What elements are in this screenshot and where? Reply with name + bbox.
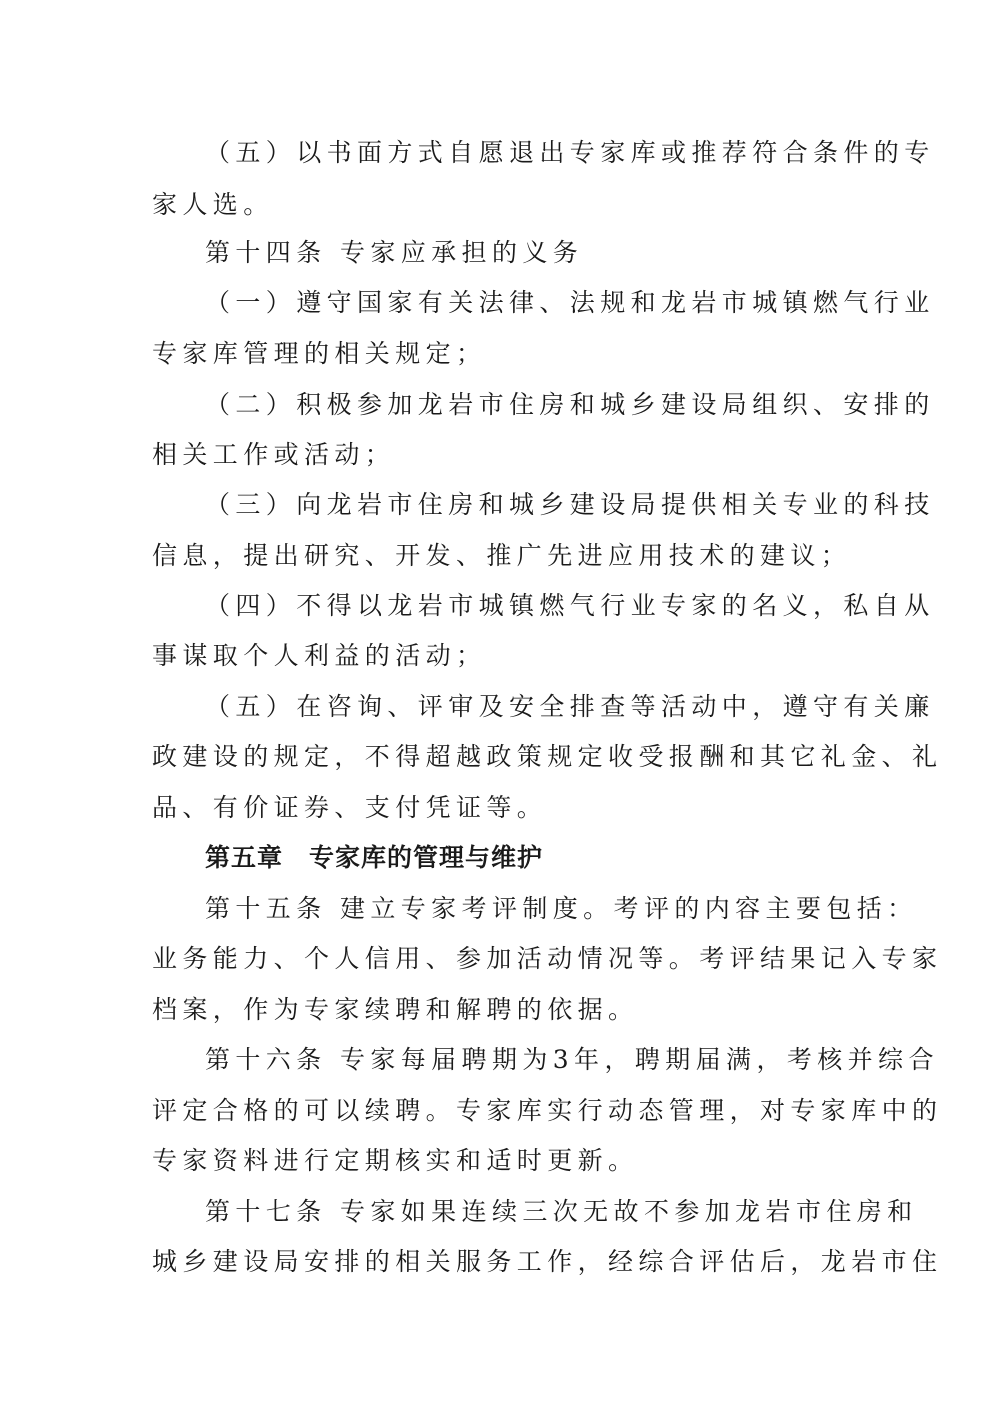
paragraph-line: （一）遵守国家有关法律、法规和龙岩市城镇燃气行业 bbox=[205, 288, 935, 317]
paragraph-line: 档案，作为专家续聘和解聘的依据。 bbox=[152, 995, 639, 1024]
article-title: 第十四条 专家应承担的义务 bbox=[205, 238, 584, 267]
paragraph-line: 事谋取个人利益的活动； bbox=[152, 641, 487, 670]
paragraph-line: 专家库管理的相关规定； bbox=[152, 339, 487, 368]
paragraph-line: （三）向龙岩市住房和城乡建设局提供相关专业的科技 bbox=[205, 490, 935, 519]
article-title: 第十六条 专家每届聘期为3年，聘期届满，考核并综合 bbox=[205, 1045, 939, 1074]
paragraph-line: 政建设的规定，不得超越政策规定收受报酬和其它礼金、礼 bbox=[152, 742, 943, 771]
paragraph-line: 城乡建设局安排的相关服务工作，经综合评估后，龙岩市住 bbox=[152, 1247, 943, 1276]
paragraph-line: 品、有价证券、支付凭证等。 bbox=[152, 793, 548, 822]
paragraph-line: （四）不得以龙岩市城镇燃气行业专家的名义，私自从 bbox=[205, 591, 935, 620]
article-title: 第十五条 建立专家考评制度。考评的内容主要包括： bbox=[205, 894, 918, 923]
paragraph-line: 家人选。 bbox=[152, 190, 274, 219]
chapter-heading: 第五章 专家库的管理与维护 bbox=[205, 843, 544, 872]
paragraph-line: 相关工作或活动； bbox=[152, 440, 396, 469]
paragraph-line: 专家资料进行定期核实和适时更新。 bbox=[152, 1146, 639, 1175]
paragraph-line: 评定合格的可以续聘。专家库实行动态管理，对专家库中的 bbox=[152, 1096, 943, 1125]
paragraph-line: （二）积极参加龙岩市住房和城乡建设局组织、安排的 bbox=[205, 390, 935, 419]
paragraph-line: （五）在咨询、评审及安全排查等活动中，遵守有关廉 bbox=[205, 692, 935, 721]
paragraph-line: （五）以书面方式自愿退出专家库或推荐符合条件的专 bbox=[205, 138, 935, 167]
article-title: 第十七条 专家如果连续三次无故不参加龙岩市住房和 bbox=[205, 1197, 918, 1226]
paragraph-line: 信息，提出研究、开发、推广先进应用技术的建议； bbox=[152, 541, 852, 570]
paragraph-line: 业务能力、个人信用、参加活动情况等。考评结果记入专家 bbox=[152, 944, 943, 973]
